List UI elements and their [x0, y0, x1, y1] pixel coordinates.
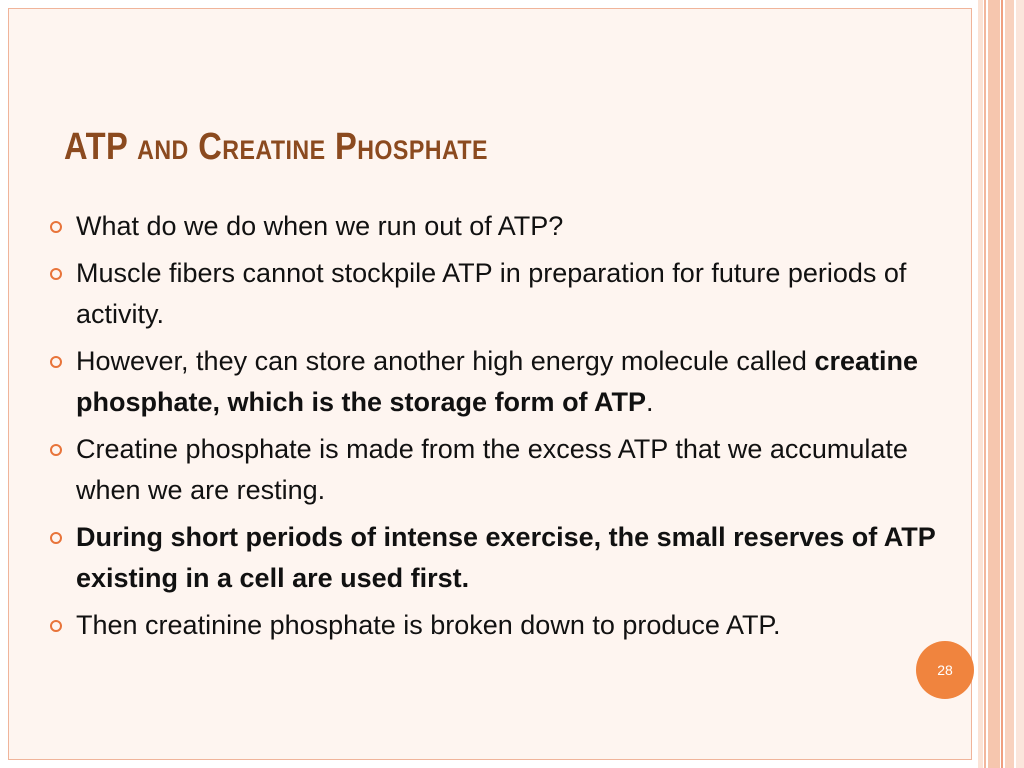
circle-bullet-icon [50, 444, 62, 456]
bullet-text: What do we do when we run out of ATP? [76, 211, 564, 241]
circle-bullet-icon [50, 620, 62, 632]
circle-bullet-icon [50, 532, 62, 544]
bullet-item [44, 253, 974, 335]
page-number: 28 [937, 662, 953, 678]
slide-title: ATP and Creatine Phosphate [64, 126, 488, 168]
decorative-stripe [988, 0, 1000, 768]
bullet-bold-text: creatine phosphate, which is the storage form of ATP [76, 346, 918, 417]
bullet-item [44, 429, 974, 511]
bullet-item [44, 206, 974, 247]
bullet-text: Then creatinine phosphate is broken down to produce ATP. [76, 610, 781, 640]
circle-bullet-icon [50, 268, 62, 280]
decorative-stripe [984, 0, 986, 768]
bullet-item [44, 517, 974, 599]
bullet-bold-text: During short periods of intense exercise, the small reserves of ATP existing in a cell are used first. [76, 522, 936, 593]
bullet-item [44, 341, 974, 423]
decorative-stripe [978, 0, 983, 768]
bullet-text-end: . [646, 387, 654, 417]
circle-bullet-icon [50, 356, 62, 368]
decorative-stripe [1016, 0, 1024, 768]
bullet-text: Muscle fibers cannot stockpile ATP in preparation for future periods of activity. [76, 258, 907, 329]
decorative-stripe [1001, 0, 1003, 768]
bullet-list [44, 206, 974, 652]
circle-bullet-icon [50, 221, 62, 233]
bullet-item [44, 605, 974, 646]
bullet-text: However, they can store another high energy molecule called [76, 346, 815, 376]
page-number-badge [916, 641, 974, 699]
decorative-stripe [1005, 0, 1014, 768]
bullet-text: Creatine phosphate is made from the excess ATP that we accumulate when we are resting. [76, 434, 908, 505]
